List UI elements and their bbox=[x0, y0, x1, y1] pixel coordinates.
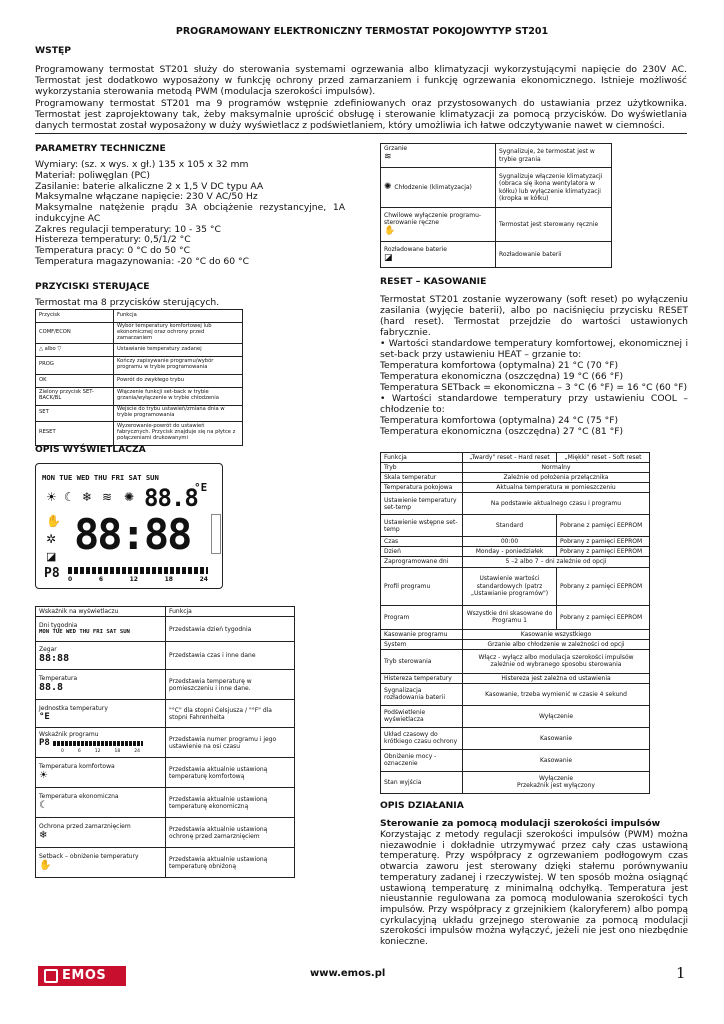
opis-subheading: Sterowanie za pomocą modulacji szerokości impulsów bbox=[380, 818, 661, 829]
table-row: System Grzanie albo chłodzenie w zależności od opcji bbox=[381, 639, 650, 649]
table-row: COMF/ECON Wybór temperatury komfortowej lub ekonomicznej oraz ochrony przed zamarzaniem bbox=[36, 323, 243, 344]
table-row: Skala temperatur Zależnie od położenia przełącznika bbox=[381, 473, 650, 483]
buttons-heading: PRZYCISKI STERUJĄCE bbox=[35, 281, 150, 292]
table-row: Ustawienie wstępne set-temp Standard Pobrane z pamięci EEPROM bbox=[381, 515, 650, 537]
reset-heading: RESET – KASOWANIE bbox=[380, 276, 487, 287]
params-heading: PARAMETRY TECHNICZNE bbox=[35, 143, 166, 154]
display-heading: OPIS WYŚWIETLACZA bbox=[35, 444, 146, 455]
opis-text: Korzystając z metody regulacji szerokości impulsów (PWM) można niezawodnie i dokładnie utrzymywać przez cały czas ustawioną temperaturę. Przy współpracy z ogrzewaniem podłogowym czas otwarcia zaworu jest sterowany dzięki stałemu porównywaniu temperatury zadanej i rzeczywistej. W ten sposób można osiągnąć ustawioną temperaturę z minimalną odchyłką. Temperatura jest nieustannie regulowana za pomocą modulowania szerokości tych impulsów. Przy współpracy z grzejnikiem (kaloryferem) albo pompą cyrkulacyjną układu grzejnego sterowanie za pomocą modulacji szerokości impulsów można wyłączyć, jeżeli nie jest ono niezbędnie konieczne. bbox=[380, 830, 688, 948]
table-row: Temperatura ekonomiczna ☾ Przedstawia aktualnie ustawioną temperaturę ekonomiczną bbox=[36, 788, 295, 818]
table-row: Ochrona przed zamarznięciem ❄ Przedstawia aktualnie ustawioną ochronę przed zamarznięciem bbox=[36, 818, 295, 848]
table-row: PROG Kończy zapisywanie programu/wybór programu w trybie programowania bbox=[36, 356, 243, 374]
table-row: Dzień Monday - poniedziałek Pobrany z pamięci EEPROM bbox=[381, 547, 650, 557]
table-row: Setback – obniżenie temperatury ✋ Przedstawia aktualnie ustawioną temperaturę obniżoną bbox=[36, 848, 295, 878]
modes-table bbox=[380, 143, 612, 268]
reset-line: Temperatura komfortowa (optymalna) 21 °C (70 °F) bbox=[380, 360, 619, 372]
heating-icon: ≋ bbox=[384, 152, 392, 163]
table-row: Podświetlenie wyświetlacza Wyłączenie bbox=[381, 705, 650, 727]
table-row: Dni tygodnia MON TUE WED THU FRI SAT SUN Przedstawia dzień tygodnia bbox=[36, 617, 295, 642]
indicators-table bbox=[35, 606, 295, 878]
hand-icon: ✋ bbox=[39, 860, 52, 872]
lcd-side-tab bbox=[211, 514, 221, 554]
lcd-small-temp: 88.8 bbox=[144, 484, 198, 512]
reset-line: • Wartości standardowe temperatury komfortowej, ekonomicznej i set-back przy ustawieniu HEAT – grzanie to: bbox=[380, 338, 688, 361]
table-row: Temperatura komfortowa ☀ Przedstawia aktualnie ustawioną temperaturę komfortową bbox=[36, 758, 295, 788]
lcd-program: P8 bbox=[44, 566, 60, 581]
table-row: Stan wyjścia Wyłączenie Przekaźnik jest wyłączony bbox=[381, 771, 650, 793]
reset-table bbox=[380, 452, 650, 794]
intro-paragraph-2: Programowany termostat ST201 ma 9 programów wstępnie zdefiniowanych oraz przystosowanych do ustawiania przez użytkownika. Termostat jest zaprojektowany tak, żeby maksymalnie uprościć obsługę i sterowanie klimatyzacji za pomocą przycisków. Do wyświetlania danych termostat został wyposażony w duży wyświetlacz z podświetlaniem, który umożliwia ich łatwe odczytywanie nawet w ciemności. bbox=[35, 98, 687, 132]
opis-heading: OPIS DZIAŁANIA bbox=[380, 800, 464, 811]
table-row: Wskaźnik programu P8 0 6 12 18 24 Przedstawia numer programu i jego ustawienie na osi czasu bbox=[36, 728, 295, 758]
buttons-table bbox=[35, 309, 243, 446]
sun-icon: ☀ bbox=[39, 770, 48, 782]
emos-logo: EMOS bbox=[38, 966, 126, 986]
table-row: Grzanie ≋ Sygnalizuje, że termostat jest w trybie grzania bbox=[381, 144, 612, 168]
table-header: „Twardy" reset - Hard reset bbox=[463, 453, 557, 463]
table-row: Chwilowe wyłączenie programu-sterowanie ręczne ✋ Termostat jest sterowany ręcznie bbox=[381, 208, 612, 242]
param-line: Maksymalne natężenie prądu 3A obciążenie rezystancyjne, 1A indukcyjne AC bbox=[35, 202, 345, 224]
fan-icon: ✺ bbox=[384, 182, 395, 193]
param-line: Materiał: poliwęglan (PC) bbox=[35, 169, 151, 181]
intro-heading: WSTĘP bbox=[35, 45, 72, 56]
table-row: Jednostka temperatury °E "°C" dla stopni Celsjusza / "°F" dla stopni Fahrenheita bbox=[36, 700, 295, 728]
table-header: Przycisk bbox=[36, 310, 114, 323]
param-line: Histereza temperatury: 0,5/1/2 °C bbox=[35, 234, 191, 246]
fan-icon: ✺ bbox=[124, 490, 135, 504]
table-row: Histereza temperatury Histereza jest zależna od ustawienia bbox=[381, 673, 650, 683]
page-title: PROGRAMOWANY ELEKTRONICZNY TERMOSTAT POKOJOWYTYP ST201 bbox=[175, 26, 549, 37]
table-row: Temperatura 88.8 Przedstawia temperaturę w pomieszczeniu i inne dane. bbox=[36, 670, 295, 700]
table-header: „Miękki" reset - Soft reset bbox=[557, 453, 650, 463]
reset-line: Temperatura komfortowa (optymalna) 24 °C (75 °F) bbox=[380, 415, 619, 427]
table-header: Funkcja bbox=[114, 310, 243, 323]
program-bar-icon bbox=[53, 741, 143, 746]
params-list bbox=[35, 160, 345, 268]
param-line: Wymiary: (sz. x wys. x gł.) 135 x 105 x 32 mm bbox=[35, 159, 249, 170]
table-row: ✺ Chłodzenie (klimatyzacja) Sygnalizuje włączenie klimatyzacji (obraca się ikona wentylatora w kółku) lub wyłączenie klimatyzacji (kropka w kółku) bbox=[381, 168, 612, 208]
reset-line: • Wartości standardowe temperatury przy ustawieniu COOL – chłodzenie to: bbox=[380, 393, 688, 416]
reset-line: Temperatura SETback = ekonomiczna – 3 °C (6 °F) = 16 °C (60 °F) bbox=[380, 382, 688, 394]
table-row: Sygnalizacja rozładowania baterii Kasowanie, trzeba wymienić w czasie 4 sekund bbox=[381, 683, 650, 705]
lcd-ticks: 0 6 12 18 24 bbox=[68, 576, 208, 583]
table-header: Wskaźnik na wyświetlaczu bbox=[36, 607, 166, 617]
table-row: Zielony przycisk SET-BACK/BL Włączenie funkcji set-back w trybie grzania/wyłączenie w trybie chłodzenia bbox=[36, 387, 243, 405]
lcd-unit: °E bbox=[194, 481, 208, 494]
param-line: Zasilanie: baterie alkaliczne 2 x 1,5 V DC typu AA bbox=[35, 180, 264, 192]
table-row: Tryb sterowania Włącz - wyłącz albo modulacja szerokości impulsów zależnie od wybranego sposobu sterowania bbox=[381, 649, 650, 673]
table-row: Czas 00:00 Pobrany z pamięci EEPROM bbox=[381, 537, 650, 547]
table-header: Funkcja bbox=[381, 453, 463, 463]
lcd-display bbox=[35, 463, 223, 589]
table-row: Temperatura pokojowa Aktualna temperatura w pomieszczeniu bbox=[381, 483, 650, 493]
table-row: RESET Wyzerowanie-powrót do ustawień fabrycznych. Przycisk znajduje się na płytce z połączeniami drukowanymi bbox=[36, 421, 243, 445]
lcd-days: MON TUE WED THU FRI SAT SUN bbox=[42, 473, 159, 482]
snowflake-icon: ❄ bbox=[82, 490, 93, 504]
emos-logo-icon bbox=[44, 969, 58, 983]
table-row: Kasowanie programu Kasowanie wszystkiego bbox=[381, 629, 650, 639]
sun-icon: ☀ bbox=[46, 490, 57, 504]
param-line: Zakres regulacji temperatury: 10 - 35 °C bbox=[35, 223, 221, 235]
param-line: Maksymalne włączane napięcie: 230 V AC/50 Hz bbox=[35, 191, 258, 203]
table-row: Ustawienie temperatury set-temp Na podstawie aktualnego czasu i programu bbox=[381, 493, 650, 515]
param-line: Temperatura pracy: 0 °C do 50 °C bbox=[35, 245, 191, 257]
table-row: Zaprogramowane dni 5 –2 albo 7 – dni zależnie od opcji bbox=[381, 557, 650, 567]
table-row: △ albo ▽ Ustawianie temperatury zadanej bbox=[36, 343, 243, 356]
hand-icon: ✋ bbox=[46, 514, 61, 528]
table-row: Obniżenie mocy - oznaczenie Kasowanie bbox=[381, 749, 650, 771]
table-header: Funkcja bbox=[166, 607, 295, 617]
table-row: Tryb Normalny bbox=[381, 463, 650, 473]
moon-icon: ☾ bbox=[64, 490, 75, 504]
table-row: Program Wszystkie dni skasowane do Programu 1 Pobrany z pamięci EEPROM bbox=[381, 605, 650, 629]
table-row: Układ czasowy do krótkiego czasu ochrony Kasowanie bbox=[381, 727, 650, 749]
divider bbox=[35, 133, 687, 134]
table-row: SET Wejście do trybu ustawień/zmiana dnia w trybie programowania bbox=[36, 405, 243, 421]
param-line: Temperatura magazynowania: -20 °C do 60 °C bbox=[35, 255, 250, 267]
footer-url[interactable]: www.emos.pl bbox=[310, 968, 386, 979]
buttons-intro: Termostat ma 8 przycisków sterujących. bbox=[35, 297, 220, 308]
table-row: OK Powrót do zwykłego trybu bbox=[36, 374, 243, 387]
battery-icon: ◪ bbox=[46, 550, 57, 563]
table-row: Rozładowane baterie ◪ Rozładowanie baterii bbox=[381, 242, 612, 268]
battery-icon: ◪ bbox=[384, 252, 393, 263]
reset-text bbox=[380, 294, 688, 437]
lcd-clock: 88:88 bbox=[74, 510, 191, 559]
reset-line: Temperatura ekonomiczna (oszczędna) 27 °C (81 °F) bbox=[380, 426, 624, 438]
reset-line: Temperatura ekonomiczna (oszczędna) 19 °C (66 °F) bbox=[380, 371, 624, 383]
hand-icon: ✋ bbox=[384, 226, 396, 237]
table-row: Profil programu Ustawienie wartości standardowych (patrz „Ustawianie programów") Pobrany z pamięci EEPROM bbox=[381, 567, 650, 605]
heating-icon: ≋ bbox=[102, 490, 113, 504]
table-row: Zegar 88:88 Przedstawia czas i inne dane bbox=[36, 642, 295, 670]
reset-paragraph: Termostat ST201 zostanie wyzerowany (soft reset) po wyłączeniu zasilania (wyjęcie baterii), albo po naciśnięciu przycisku RESET (hard reset). Termostat przejdzie do wartości ustawionych fabrycznie. bbox=[380, 294, 688, 339]
page-number: 1 bbox=[676, 964, 686, 982]
moon-icon: ☾ bbox=[39, 800, 48, 812]
intro-paragraph-1: Programowany termostat ST201 służy do sterowania systemami ogrzewania albo klimatyzacji wykorzystującymi napięcie do 230V AC. Termostat jest dodatkowo wyposażony w funkcję ochrony przed zamarzaniem i funkcję ogrzewania ekonomicznego. Istnieje możliwość wykorzystania sterowania metodą PWM (modulacja szerokości impulsów). bbox=[35, 64, 687, 98]
lcd-program-bar bbox=[68, 567, 208, 574]
snowflake-icon: ✲ bbox=[46, 532, 57, 546]
snowflake-icon: ❄ bbox=[39, 830, 48, 842]
